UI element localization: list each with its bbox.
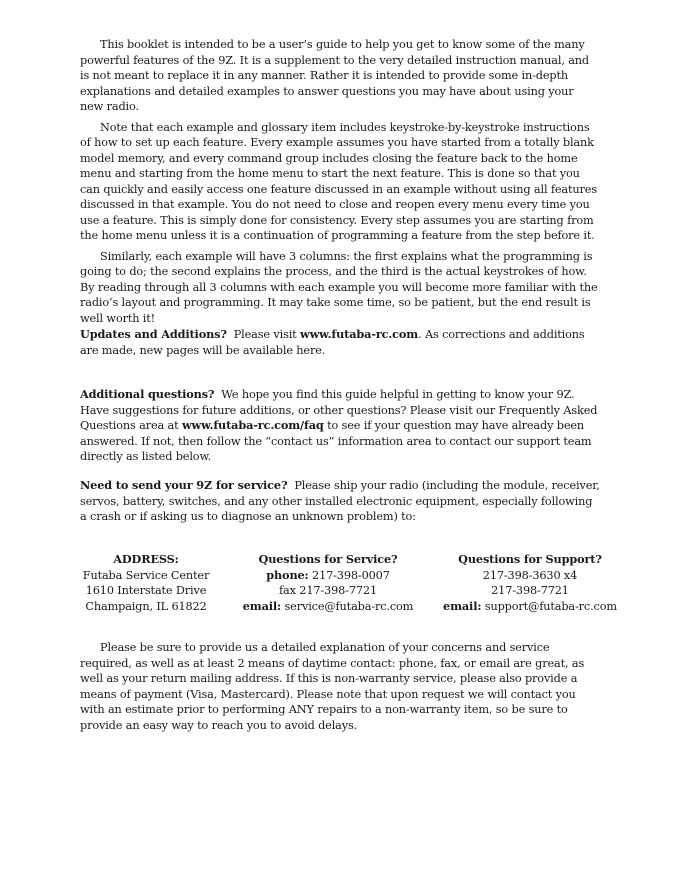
service-phone: 217-398-0007: [312, 568, 390, 582]
service-email-label: email:: [242, 598, 282, 613]
updates-text-after: . As corrections and additions are made, new pages will be available here.: [80, 328, 585, 357]
intro-paragraph-1: This booklet is intended to be a user’s guide to help you get to know some of the many powerful features of the 9Z. It is a supplement to the very detailed instruction manual, and is not meant to replace it in any manner. Rather it is intended to provide some in-depth explanations and detailed examples to answer questions you may have about using your new radio.: [80, 38, 589, 113]
address-line-1: Futaba Service Center: [82, 568, 210, 582]
support-contact-heading: Questions for Support?: [458, 552, 602, 566]
updates-link[interactable]: www.futaba-rc.com: [300, 327, 419, 341]
questions-section: [80, 387, 600, 465]
updates-text-before: Please visit: [233, 328, 297, 341]
contacts-table: [80, 552, 617, 614]
address-line-2: 1610 Interstate Drive: [85, 584, 207, 597]
service-email[interactable]: service@futaba-rc.com: [284, 599, 414, 613]
service-fax: fax 217-398-7721: [279, 584, 377, 597]
intro-section: [80, 37, 600, 331]
intro-paragraph-2: Note that each example and glossary item includes keystroke-by-keystroke instructions of how to set up each feature. Every example assumes you have started from a totally blank model memory, and every command group includes closing the feature back to the home menu and starting from the home menu to start the next feature. This is done so that you can quickly and easily access one feature discussed in an example without using all features discussed in that example. You do not need to close and reopen every menu every time you use a feature. This is simply done for consistency. Every step assumes you are starting from the home menu unless it is a continuation of programming a feature from the step before it.: [80, 120, 597, 242]
support-email-label: email:: [443, 598, 482, 613]
address-heading: ADDRESS:: [113, 552, 179, 566]
questions-text-before: We hope you find this guide helpful in getting to know your 9Z. Have suggestions for future additions, or other questions? Please visit our Frequently Asked Questions area at: [80, 388, 598, 432]
service-heading: Need to send your 9Z for service?: [80, 478, 288, 492]
address-column: [76, 552, 216, 614]
support-fax: 217-398-7721: [491, 584, 569, 597]
service-section: [80, 478, 600, 525]
support-phone: 217-398-3630 x4: [482, 568, 578, 582]
closing-paragraph: Please be sure to provide us a detailed explanation of your concerns and service required, as well as at least 2 means of daytime contact: phone, fax, or email are great, as well as your return mailing address. If this is non-warranty service, please also provide a means of payment (Visa, Mastercard). Please note that upon request we will contact you with an estimate prior to performing ANY repairs to a non-warranty item, so be sure to provide an easy way to reach you to avoid delays.: [80, 641, 585, 732]
support-email[interactable]: support@futaba-rc.com: [484, 599, 617, 613]
service-phone-label: phone:: [266, 567, 309, 582]
support-contact-column: [440, 552, 620, 614]
intro-paragraph-3: Similarly, each example will have 3 columns: the first explains what the programming is going to do; the second explains the process, and the third is the actual keystrokes of how. By reading through all 3 columns with each example you will become more familiar with the radio’s layout and programming. It may take some time, so be patient, but the end result is well worth it!: [80, 249, 598, 325]
address-line-3: Champaign, IL 61822: [85, 599, 207, 613]
service-contact-heading: Questions for Service?: [258, 552, 398, 566]
questions-heading: Additional questions?: [80, 387, 215, 401]
service-text: Please ship your radio (including the module, receiver, servos, battery, switches, and any other installed electronic equipment, especially following a crash or if asking us to diagnose an unknown problem) to:: [80, 479, 600, 523]
faq-link[interactable]: www.futaba-rc.com/faq: [181, 418, 324, 432]
questions-text-after: to see if your question may have already been answered. If not, then follow the “contact us” information area to contact our support team directly as listed below.: [80, 419, 592, 463]
service-contact-column: [238, 552, 418, 614]
updates-section: [80, 327, 600, 358]
updates-heading: Updates and Additions?: [80, 327, 227, 341]
